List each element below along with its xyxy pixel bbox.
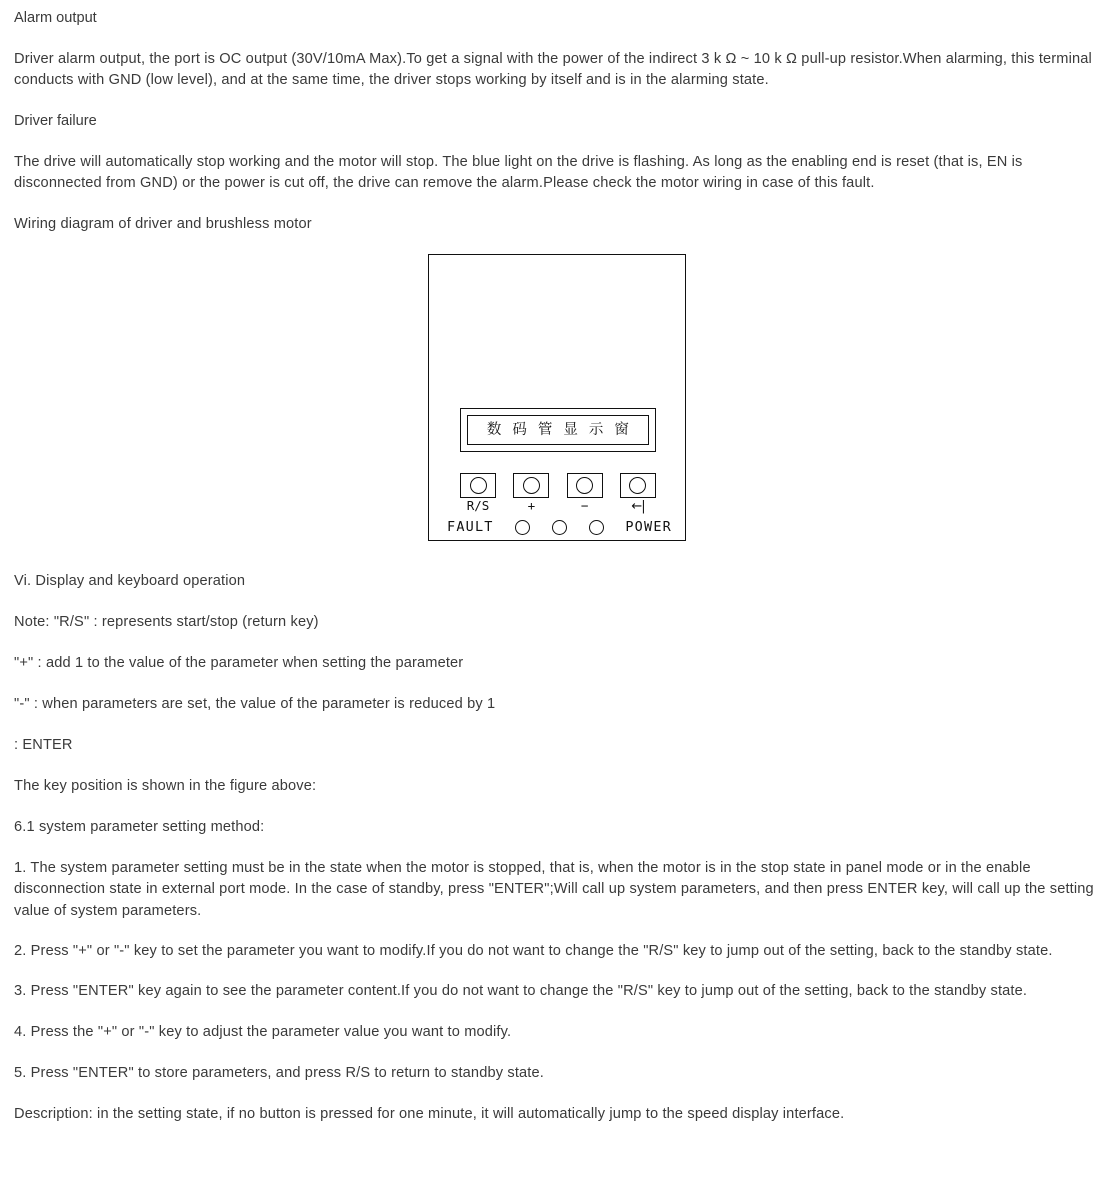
key-run-stop[interactable] [460, 473, 496, 498]
section-body-driver-failure: The drive will automatically stop working and the motor will stop. The blue light on the drive is flashing. As long as the enabling end is reset (that is, EN is disconnected from GND) or the power is cut off, the drive can remove the alarm.Please check the motor wiring in case of this fault. [14, 153, 1023, 192]
section-heading-alarm-output: Alarm output [14, 10, 97, 26]
step-1: 1. The system parameter setting must be in the state when the motor is stopped, that is, when the motor is in the stop state in panel mode or in the enable disconnection state in external port mode. In the case of standby, press "ENTER";Will call up system parameters, and then press ENTER key, will call up the setting value of system parameters. [14, 859, 1094, 919]
key-label-run-stop: R/S [466, 498, 490, 514]
figure-wiring-diagram [14, 254, 1100, 541]
led-middle-icon [552, 520, 567, 535]
button-circle-icon [576, 477, 593, 494]
step-3: 3. Press "ENTER" key again to see the parameter content.If you do not want to change the "R/S" key to jump out of the setting, back to the standby state. [14, 983, 1028, 1000]
driver-panel-illustration [428, 254, 686, 541]
indicator-leds [515, 520, 604, 535]
fault-label: FAULT [447, 519, 494, 536]
indicator-row [447, 517, 672, 537]
power-label: POWER [625, 519, 672, 536]
button-circle-icon [470, 477, 487, 494]
led-power-icon [589, 520, 604, 535]
subsection-title: 6.1 system parameter setting method: [14, 818, 265, 835]
note-decrement: "-" : when parameters are set, the value of the parameter is reduced by 1 [14, 696, 496, 713]
key-decrement[interactable] [567, 473, 603, 498]
key-label-increment: + [527, 498, 536, 514]
button-circle-icon [523, 477, 540, 494]
chapter-title: Vi. Display and keyboard operation [14, 573, 246, 590]
figure-caption: Wiring diagram of driver and brushless motor [14, 215, 312, 232]
keypad-labels [460, 500, 656, 516]
step-4: 4. Press the "+" or "-" key to adjust the parameter value you want to modify. [14, 1023, 512, 1040]
key-label-decrement: − [580, 498, 589, 514]
step-2: 2. Press "+" or "-" key to set the parameter you want to modify.If you do not want to change the "R/S" key to jump out of the setting, back to the standby state. [14, 942, 1053, 959]
key-label-enter: ←| [631, 499, 645, 515]
digital-tube-display-window [460, 408, 656, 452]
display-window-label: 数 码 管 显 示 窗 [486, 422, 633, 439]
section-body-alarm-output: Driver alarm output, the port is OC output (30V/10mA Max).To get a signal with the power of the indirect 3 k Ω ~ 10 k Ω pull-up resistor.When alarming, this terminal conducts with GND (low level), and at the same time, the driver stops working by itself and is in the alarming state. [14, 50, 1092, 89]
step-5: 5. Press "ENTER" to store parameters, and press R/S to return to standby state. [14, 1064, 544, 1081]
note-enter: : ENTER [14, 736, 73, 753]
note-run-stop: Note: "R/S" : represents start/stop (return key) [14, 614, 319, 631]
led-fault-icon [515, 520, 530, 535]
description-note: Description: in the setting state, if no button is pressed for one minute, it will automatically jump to the speed display interface. [14, 1105, 845, 1122]
key-increment[interactable] [513, 473, 549, 498]
keypad-row [460, 473, 656, 498]
button-circle-icon [629, 477, 646, 494]
display-inner-frame [467, 415, 649, 445]
section-heading-driver-failure: Driver failure [14, 112, 97, 129]
note-key-position: The key position is shown in the figure above: [14, 777, 317, 794]
key-enter[interactable] [620, 473, 656, 498]
note-increment: "+" : add 1 to the value of the parameter when setting the parameter [14, 655, 464, 672]
